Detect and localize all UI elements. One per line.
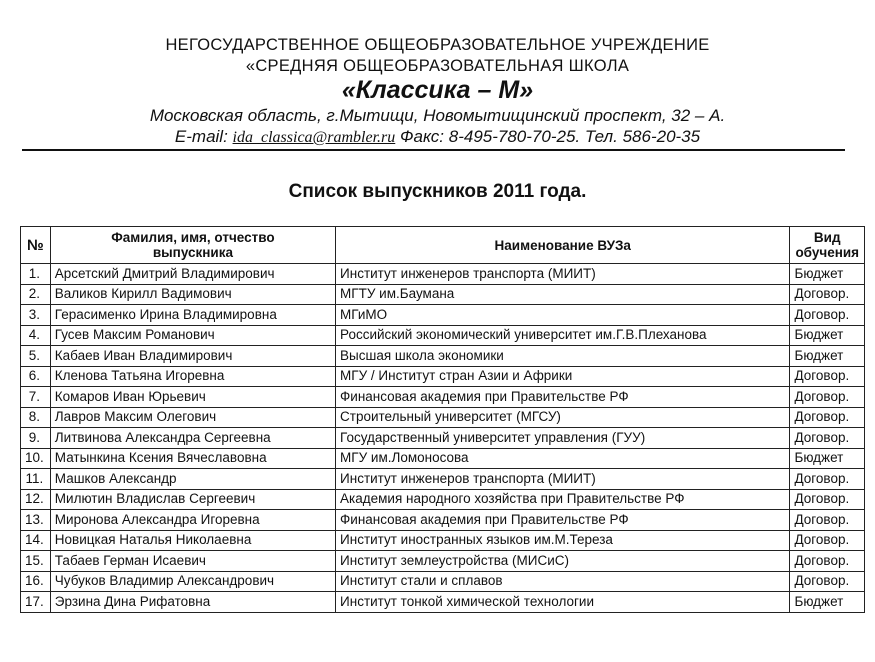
university-name: Институт землеустройства (МИСиС) <box>336 551 790 572</box>
table-row <box>21 489 865 510</box>
table-row <box>21 551 865 572</box>
row-number: 6. <box>21 366 51 387</box>
row-number: 17. <box>21 592 51 613</box>
university-name: Институт стали и сплавов <box>336 571 790 592</box>
university-name: МГУ им.Ломоносова <box>336 448 790 469</box>
column-header-university: Наименование ВУЗа <box>336 227 790 264</box>
table-row <box>21 305 865 326</box>
university-name: Институт инженеров транспорта (МИИТ) <box>336 264 790 285</box>
study-type: Договор. <box>790 387 865 408</box>
graduate-name: Литвинова Александра Сергеевна <box>50 428 335 449</box>
table-row <box>21 571 865 592</box>
study-type: Бюджет <box>790 325 865 346</box>
graduate-name: Машков Александр <box>50 469 335 490</box>
row-number: 4. <box>21 325 51 346</box>
university-name: Академия народного хозяйства при Правительстве РФ <box>336 489 790 510</box>
study-type: Договор. <box>790 571 865 592</box>
column-header-type-line1: Вид <box>813 230 841 245</box>
row-number: 10. <box>21 448 51 469</box>
table-row <box>21 448 865 469</box>
document-title: Список выпускников 2011 года. <box>288 181 587 202</box>
row-number: 9. <box>21 428 51 449</box>
org-type-heading: НЕГОСУДАРСТВЕННОЕ ОБЩЕОБРАЗОВАТЕЛЬНОЕ УЧРЕЖДЕНИЕ <box>165 36 710 54</box>
study-type: Договор. <box>790 489 865 510</box>
row-number: 8. <box>21 407 51 428</box>
fax-phone: Факс: 8-495-780-70-25. Тел. 586-20-35 <box>400 127 701 146</box>
table-row <box>21 530 865 551</box>
university-name: Строительный университет (МГСУ) <box>336 407 790 428</box>
school-name: «Классика – М» <box>341 76 534 104</box>
table-row <box>21 366 865 387</box>
table-row <box>21 592 865 613</box>
graduate-name: Миронова Александра Игоревна <box>50 510 335 531</box>
table-row <box>21 387 865 408</box>
study-type: Договор. <box>790 366 865 387</box>
school-type-heading: «СРЕДНЯЯ ОБЩЕОБРАЗОВАТЕЛЬНАЯ ШКОЛА <box>245 57 630 75</box>
row-number: 14. <box>21 530 51 551</box>
study-type: Договор. <box>790 407 865 428</box>
header-divider <box>22 149 845 151</box>
study-type: Договор. <box>790 305 865 326</box>
table-row <box>21 264 865 285</box>
graduate-name: Арсетский Дмитрий Владимирович <box>50 264 335 285</box>
row-number: 13. <box>21 510 51 531</box>
table-row <box>21 346 865 367</box>
row-number: 5. <box>21 346 51 367</box>
graduate-name: Комаров Иван Юрьевич <box>50 387 335 408</box>
university-name: Финансовая академия при Правительстве РФ <box>336 387 790 408</box>
study-type: Бюджет <box>790 264 865 285</box>
graduate-name: Валиков Кирилл Вадимович <box>50 284 335 305</box>
row-number: 3. <box>21 305 51 326</box>
university-name: МГиМО <box>336 305 790 326</box>
study-type: Договор. <box>790 510 865 531</box>
graduate-name: Милютин Владислав Сергеевич <box>50 489 335 510</box>
row-number: 15. <box>21 551 51 572</box>
study-type: Договор. <box>790 428 865 449</box>
row-number: 1. <box>21 264 51 285</box>
graduate-name: Матынкина Ксения Вячеславовна <box>50 448 335 469</box>
study-type: Бюджет <box>790 346 865 367</box>
table-row <box>21 284 865 305</box>
graduate-name: Кленова Татьяна Игоревна <box>50 366 335 387</box>
column-header-number: № <box>21 227 51 264</box>
email-link[interactable]: ida_classica@rambler.ru <box>232 129 396 146</box>
university-name: Институт тонкой химической технологии <box>336 592 790 613</box>
table-row <box>21 469 865 490</box>
table-row <box>21 428 865 449</box>
university-name: Государственный университет управления (ГУУ) <box>336 428 790 449</box>
graduate-name: Лавров Максим Олегович <box>50 407 335 428</box>
column-header-study-type <box>790 227 865 264</box>
row-number: 12. <box>21 489 51 510</box>
study-type: Бюджет <box>790 592 865 613</box>
graduate-name: Кабаев Иван Владимирович <box>50 346 335 367</box>
university-name: Финансовая академия при Правительстве РФ <box>336 510 790 531</box>
graduate-name: Герасименко Ирина Владимировна <box>50 305 335 326</box>
university-name: Институт иностранных языков им.М.Тереза <box>336 530 790 551</box>
contact-line <box>0 127 875 147</box>
university-name: МГТУ им.Баумана <box>336 284 790 305</box>
graduate-name: Чубуков Владимир Александрович <box>50 571 335 592</box>
row-number: 7. <box>21 387 51 408</box>
study-type: Договор. <box>790 530 865 551</box>
university-name: Высшая школа экономики <box>336 346 790 367</box>
table-row <box>21 407 865 428</box>
graduate-name: Эрзина Дина Рифатовна <box>50 592 335 613</box>
study-type: Договор. <box>790 551 865 572</box>
table-row <box>21 510 865 531</box>
table-header-row <box>21 227 865 264</box>
column-header-name-line2: выпускника <box>152 245 233 260</box>
table-row <box>21 325 865 346</box>
university-name: Институт инженеров транспорта (МИИТ) <box>336 469 790 490</box>
university-name: Российский экономический университет им.Г.В.Плеханова <box>336 325 790 346</box>
graduate-name: Табаев Герман Исаевич <box>50 551 335 572</box>
graduates-table <box>20 226 865 613</box>
row-number: 2. <box>21 284 51 305</box>
graduate-name: Гусев Максим Романович <box>50 325 335 346</box>
email-label: E-mail: <box>174 127 228 146</box>
row-number: 16. <box>21 571 51 592</box>
row-number: 11. <box>21 469 51 490</box>
column-header-name <box>50 227 335 264</box>
graduate-name: Новицкая Наталья Николаевна <box>50 530 335 551</box>
column-header-name-line1: Фамилия, имя, отчество <box>111 230 275 245</box>
university-name: МГУ / Институт стран Азии и Африки <box>336 366 790 387</box>
column-header-type-line2: обучения <box>795 245 860 260</box>
study-type: Договор. <box>790 469 865 490</box>
study-type: Договор. <box>790 284 865 305</box>
school-address: Московская область, г.Мытищи, Новомытищинский проспект, 32 – А. <box>149 106 726 125</box>
study-type: Бюджет <box>790 448 865 469</box>
